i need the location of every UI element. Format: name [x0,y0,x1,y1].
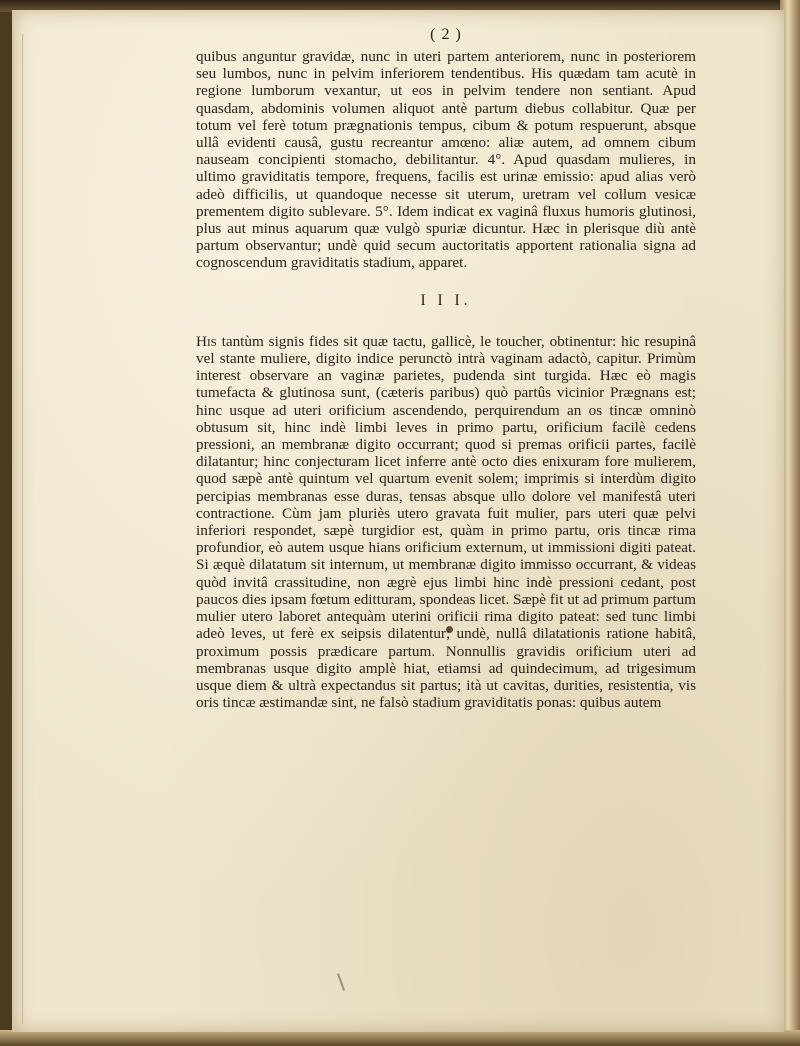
paragraph-two [196,333,696,711]
page-edge-bottom [0,1030,800,1046]
ink-stroke [337,973,345,991]
section-heading: I I I. [420,291,472,309]
paragraph-two-body: tantùm signis fides sit quæ tactu, gallicè, le toucher, obtinentur: hic resupinâ vel stante muliere, digito indice perunctò intrà vaginam adactò, capitur. Primùm interest observare an vaginæ parietes, pudenda sint turgida. Hæc eò magis tumefacta & glutinosa sunt, (cæteris paribus) quò partûs vicinior Prægnans est; hinc usque ad uteri orificium ascendendo, perquirendum an os tincæ omninò obtusum sit, hinc indè limbi leves in primo partu, orificium facilè cedens pressioni, an membranæ digito occurrant; quod si premas orificii partes, facilè dilatantur; hinc conjecturam licet inferre antè octo dies enixuram fore mulierem, quod sæpè antè quintum vel quartum evenit solem; imprimis si interdùm digito percipias membranas esse duras, tensas absque ullo dolore vel manifestâ uteri contractione. Cùm jam pluriès utero gravata fuit mulier, pars uteri quæ pelvi inferiori respondet, sæpè turgidior est, quàm in primo partu, oris tincæ rima profundior, eò autem usque hians orificium externum, ut immissioni digiti pateat. Si æquè dilatatum sit internum, ut membranæ digito immisso occurrant, & videas quòd invitâ crassitudine, non ægrè ejus limbi hinc indè pressioni cedant, post paucos dies ipsam fœtum editturam, spondeas licet. Sæpè fit ut ad primum partum mulier utero laboret antequàm uterini orificii rima digito pateat: sed tunc limbi adeò leves, ut ferè ex seipsis dilatentur; undè, nullâ dilatationis ratione habitâ, proximum possis prædicare partum. Nonnullis gravidis orificium uteri ad membranas usque digito amplè hiat, etiamsi ad quindecimum, ad trigesimum usque diem & ultrà expectandus sit partus; ità ut cavitas, durities, resistentia, vis oris tincæ æstimandæ sint, ne falsò stadium graviditatis ponas: quibus autem [196,332,696,712]
page-text [196,26,696,711]
paragraph-one: quibus anguntur gravidæ, nunc in uteri partem anteriorem, nunc in posteriorem seu lumbos, nunc in pelvim inferiorem tendentibus. His quædam tam acutè in regione lumborum vexantur, ut eos in pelvim tendere non sentiant. Apud quasdam, abdominis volumen aliquot antè partum diebus collabitur. Quæ per totum vel ferè totum prægnationis tempus, cibum & potum respuerunt, absque ullâ evidenti causâ, gustu recreantur amœno: aliæ autem, ad omnem cibum nauseam concipienti stomacho, debilitantur. 4°. Apud quasdam mulieres, in ultimo graviditatis tempore, frequens, facilis est urinæ emissio: apud alias verò adeò difficilis, ut quandoque necesse sit uterum, uretram vel collum vesicæ prementem digito sublevare. 5°. Idem indicat ex vaginâ fluxus humoris glutinosi, plus aut minus aquarum quæ vulgò spuriæ dicuntur. Hæc in plerisque diù antè partum observantur; undè quid secum auctoritatis apportent rationalia signa ad cognoscendum graviditatis stadium, apparet. [196,48,696,272]
page-number: ( 2 ) [430,26,462,43]
page-crease [22,34,23,1024]
paragraph-two-lead: His [196,332,217,350]
